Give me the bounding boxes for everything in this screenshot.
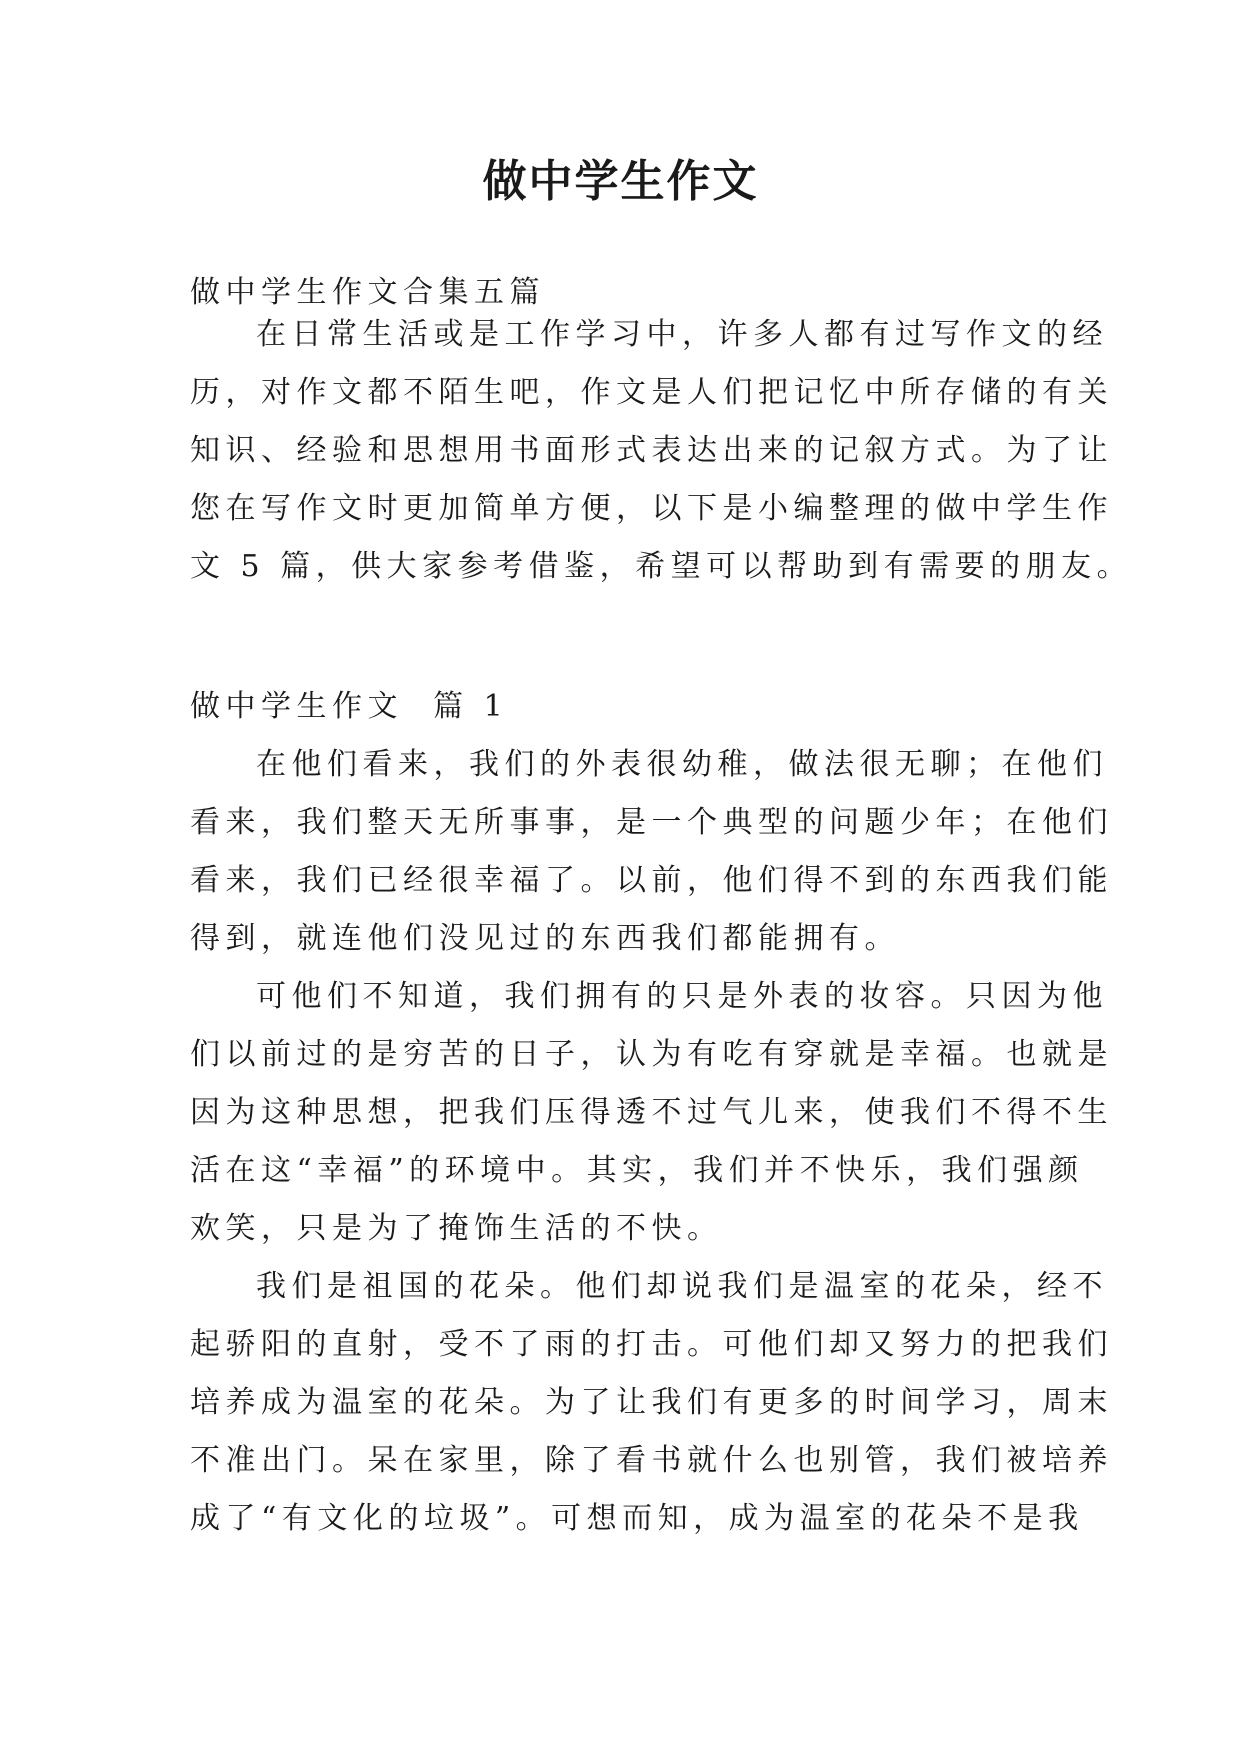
paragraph-line: 活在这“幸福”的环境中。其实，我们并不快乐，我们强颜: [190, 1153, 1084, 1188]
paragraph-line: 们以前过的是穷苦的日子，认为有吃有穿就是幸福。也就是: [190, 1037, 1113, 1072]
intro-line: 知识、经验和思想用书面形式表达出来的记叙方式。为了让: [190, 433, 1113, 468]
intro-paragraph: [190, 306, 1133, 596]
subtitle-text: 做中学生作文合集五篇: [190, 275, 545, 310]
intro-line: 历，对作文都不陌生吧，作文是人们把记忆中所存储的有关: [190, 375, 1113, 410]
paragraph-line: 可他们不知道，我们拥有的只是外表的妆容。只因为他: [256, 979, 1108, 1014]
paragraph-line: 欢笑，只是为了掩饰生活的不快。: [190, 1211, 723, 1246]
paragraph-line: 看来，我们整天无所事事，是一个典型的问题少年；在他们: [190, 805, 1113, 840]
paragraph-line: 在他们看来，我们的外表很幼稚，做法很无聊；在他们: [256, 747, 1108, 782]
paragraph-line: 不准出门。呆在家里，除了看书就什么也别管，我们被培养: [190, 1443, 1113, 1478]
paragraph-line: 看来，我们已经很幸福了。以前，他们得不到的东西我们能: [190, 863, 1113, 898]
paragraph-line: 我们是祖国的花朵。他们却说我们是温室的花朵，经不: [256, 1269, 1108, 1304]
paragraph-3: [190, 1258, 1113, 1548]
section-heading-text: 做中学生作文 篇 1: [190, 689, 509, 724]
paragraph-line: 因为这种思想，把我们压得透不过气儿来，使我们不得不生: [190, 1095, 1113, 1130]
section-heading: [190, 678, 1060, 736]
intro-line: 您在写作文时更加简单方便，以下是小编整理的做中学生作: [190, 491, 1113, 526]
paragraph-line: 培养成为温室的花朵。为了让我们有更多的时间学习，周末: [190, 1385, 1113, 1420]
paragraph-line: 起骄阳的直射，受不了雨的打击。可他们却又努力的把我们: [190, 1327, 1113, 1362]
intro-line: 文 5 篇，供大家参考借鉴，希望可以帮助到有需要的朋友。: [190, 549, 1133, 584]
intro-line: 在日常生活或是工作学习中，许多人都有过写作文的经: [256, 317, 1108, 352]
paragraph-line: 成了“有文化的垃圾”。可想而知，成为温室的花朵不是我: [190, 1501, 1084, 1536]
paragraph-1: [190, 736, 1113, 968]
page-title: 做中学生作文: [482, 156, 759, 207]
paragraph-2: [190, 968, 1113, 1258]
paragraph-line: 得到，就连他们没见过的东西我们都能拥有。: [190, 921, 900, 956]
